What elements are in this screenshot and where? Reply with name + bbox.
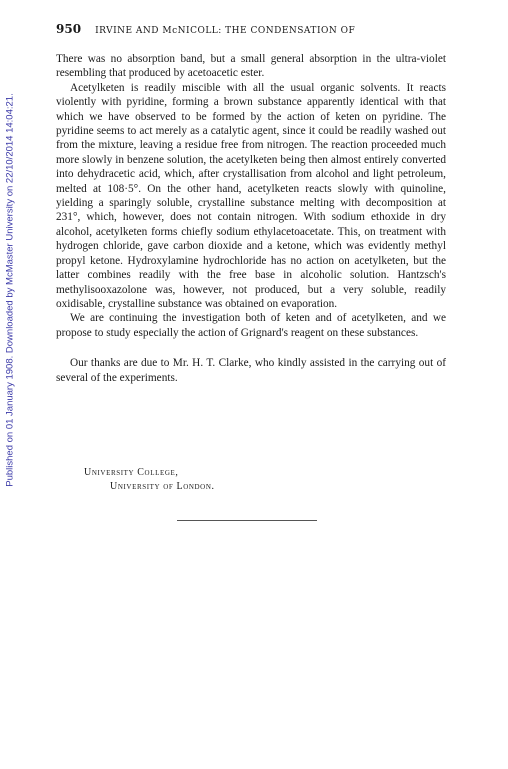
paragraph-acknowledgement: Our thanks are due to Mr. H. T. Clarke, who kindly assisted in the carrying out of several of the experiments. — [56, 357, 446, 384]
paragraph-acetylketen-reactions: Acetylketen is readily miscible with all the usual organic solvents. It reacts violently with pyridine, forming a brown substance apparently identical with that which we have observed to be formed by the action of keten on pyridine. The pyridine seems to act merely as a catalytic agent, since it could be readily washed out from the mixture, leaving a residue free from nitrogen. The reaction proceeded much more slowly in benzene solution, the acetylketen being then almost entirely converted into dehydracetic acid, which, after crystallisation from alcohol and light petroleum, melted at 108·5°. On the other hand, acetylketen reacts slowly with quinoline, yielding a sparingly soluble, crystalline substance melting with decomposition at 231°, which, however, does not contain nitrogen. With sodium ethoxide in dry alcohol, acetylketen forms chiefly sodium ethylacetoacetate. This, on treatment with hydrogen chloride, gave carbon dioxide and a ketone, which was evidently methyl propyl ketone. Hydroxylamine hydrochloride has no action on acetylketen, but the latter combines readily with the free base in alcoholic solution. Hantzsch's methylisooxazolone was, however, not produced, but a very soluble, readily oxidisable, crystalline substance was obtained on evaporation. — [56, 81, 446, 310]
running-title: IRVINE AND McNICOLL: THE CONDENSATION OF — [95, 26, 356, 36]
running-header — [56, 22, 446, 36]
affiliation-college: University College, — [84, 467, 179, 478]
paragraph-absorption: There was no absorption band, but a small general absorption in the ultra-violet resembling that produced by acetoacetic ester. — [56, 53, 446, 80]
affiliation-university: University of London. — [110, 481, 215, 492]
end-rule — [177, 520, 317, 521]
download-notice — [3, 80, 17, 500]
page-number: 950 — [56, 22, 82, 36]
paragraph-further-work: We are continuing the investigation both of keten and of acetylketen, and we propose to study especially the action of Grignard's reagent on these substances. — [56, 312, 446, 339]
article-body — [56, 52, 446, 385]
download-notice-text: Published on 01 January 1908. Downloaded by McMaster University on 22/10/2014 14:04:21. — [4, 93, 16, 487]
affiliation — [84, 466, 215, 494]
